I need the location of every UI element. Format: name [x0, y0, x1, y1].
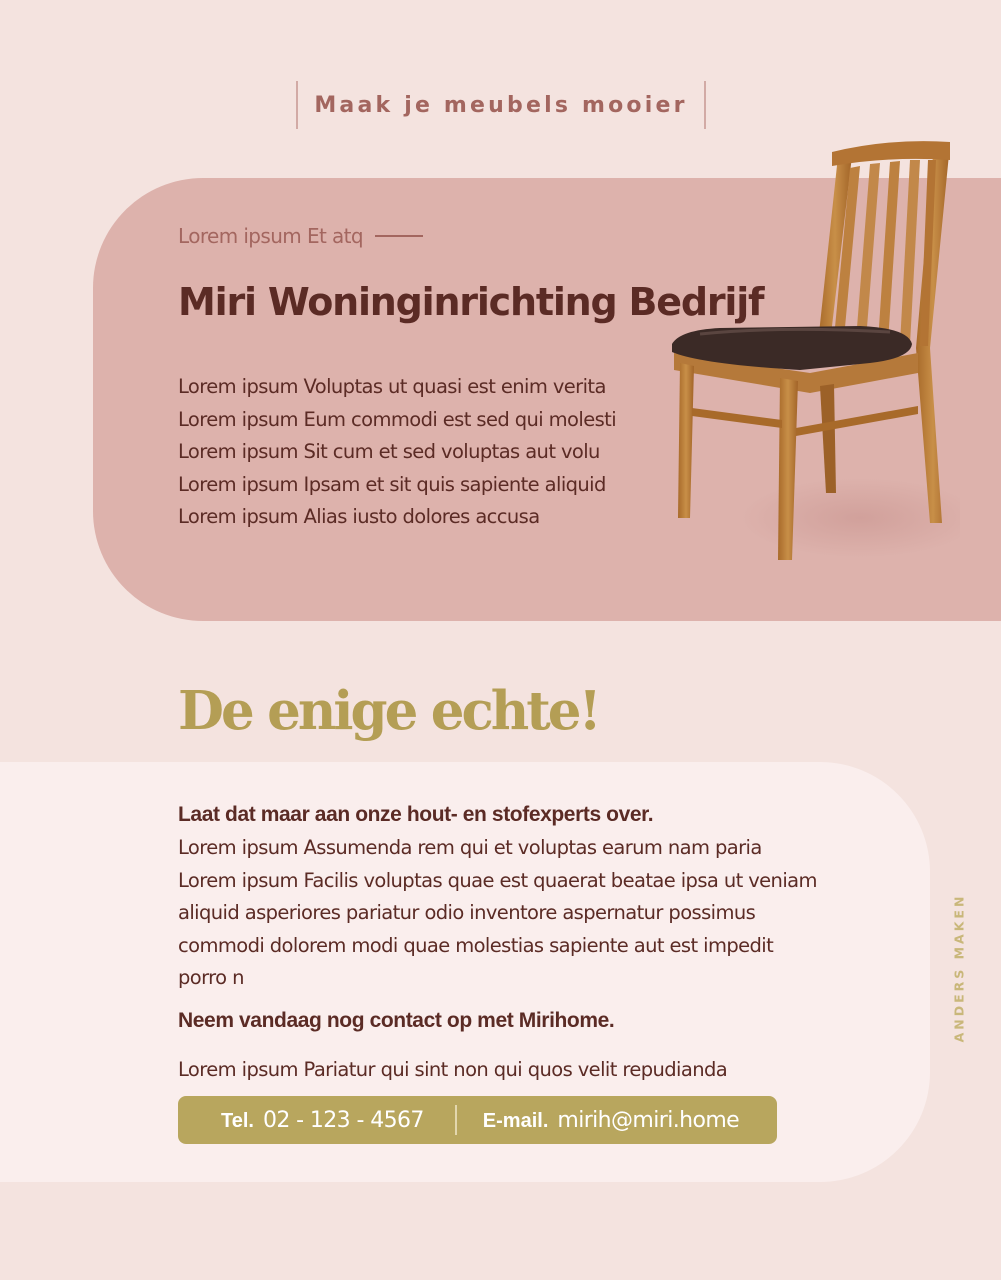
paragraph-experts [178, 832, 817, 995]
contact-phone[interactable] [221, 1108, 424, 1133]
paragraph-contact: Lorem ipsum Pariatur qui sint non qui quos velit repudianda [178, 1058, 728, 1081]
contact-email[interactable] [483, 1108, 739, 1133]
contact-divider [455, 1105, 457, 1135]
hero-text [178, 371, 616, 534]
contact-bar [178, 1096, 777, 1144]
phone-label: Tel. [221, 1109, 254, 1132]
tagline: Maak je meubels mooier [314, 92, 688, 118]
wooden-chair-image [660, 138, 960, 568]
hero-kicker [178, 224, 423, 248]
phone-value: 02 - 123 - 4567 [262, 1107, 424, 1133]
section-heading: De enige echte! [178, 680, 599, 742]
email-label: E-mail. [482, 1109, 549, 1132]
tagline-frame [296, 81, 706, 129]
side-vertical-text: ANDERS MAKEN [951, 893, 967, 1043]
email-value: mirih@miri.home [557, 1107, 740, 1133]
hero-line: Lorem ipsum Eum commodi est sed qui molesti [178, 407, 617, 431]
hero-line: Lorem ipsum Sit cum et sed voluptas aut volu [178, 440, 600, 464]
hero-title: Miri Woninginrichting Bedrijf [178, 280, 764, 324]
hero-kicker-text: Lorem ipsum Et atq [178, 224, 363, 248]
paragraph-line: aliquid asperiores pariatur odio inventore aspernatur possimus [178, 901, 756, 925]
subheading-contact: Neem vandaag nog contact op met Mirihome. [178, 1009, 615, 1032]
subheading-experts: Laat dat maar aan onze hout- en stofexperts over. [178, 803, 654, 826]
kicker-divider [375, 235, 423, 237]
paragraph-line: porro n [178, 966, 244, 990]
hero-line: Lorem ipsum Alias iusto dolores accusa [178, 505, 540, 529]
paragraph-line: Lorem ipsum Assumenda rem qui et voluptas earum nam paria [178, 836, 762, 859]
hero-line: Lorem ipsum Voluptas ut quasi est enim verita [178, 375, 606, 398]
paragraph-line: commodi dolorem modi quae molestias sapiente aut est impedit [178, 933, 774, 957]
hero-line: Lorem ipsum Ipsam et sit quis sapiente aliquid [178, 472, 606, 496]
paragraph-line: Lorem ipsum Facilis voluptas quae est quaerat beatae ipsa ut veniam [178, 868, 817, 892]
